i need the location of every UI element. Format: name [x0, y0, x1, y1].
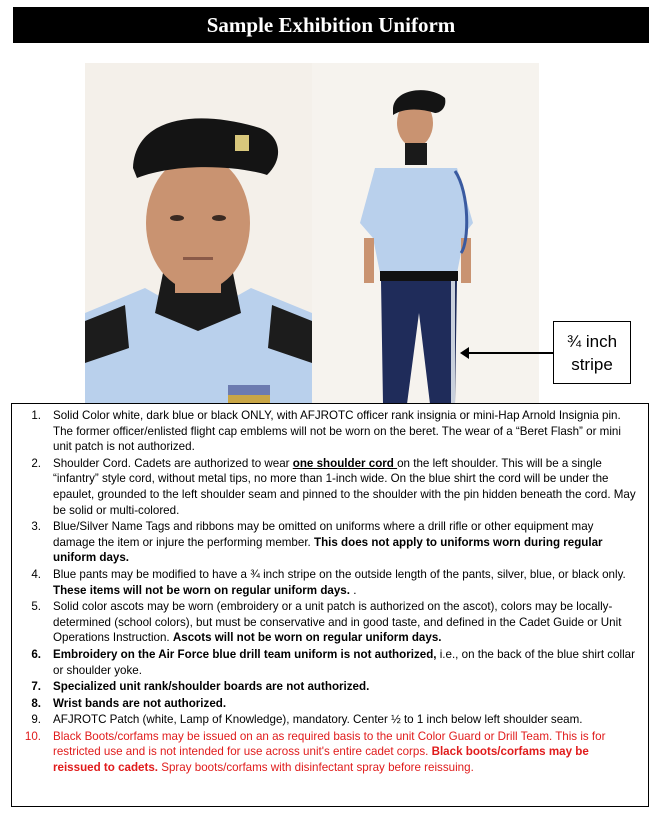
note-text: on the left shoulder. This will be a single “infantry” style cord, without metal tips, no more than 1-inch wide. On the blue shirt the cord will be under the epaulet, grounded to the left shoulder seam and pinned to the shoulder with the pin hidden beneath the cord. May be solid or multi-colored. — [53, 456, 636, 517]
note-text: AFJROTC Patch (white, Lamp of Knowledge), mandatory. Center ½ to 1 inch below left shoulder seam. — [53, 713, 583, 727]
note-item — [22, 408, 638, 455]
note-text: Black boots/corfams may be reissued to cadets. — [53, 745, 589, 775]
note-item — [22, 729, 638, 776]
note-item — [22, 456, 638, 518]
note-number: 7. — [31, 680, 41, 694]
note-number: 5. — [31, 600, 41, 614]
note-item — [22, 599, 638, 646]
note-number: 2. — [31, 456, 41, 470]
notes-list — [12, 404, 648, 776]
note-text: Ascots will not be worn on regular uniform days. — [172, 631, 442, 645]
note-text: Shoulder Cord. Cadets are authorized to wear — [53, 456, 293, 470]
note-text: one shoulder cord — [292, 456, 398, 470]
note-item — [22, 567, 638, 598]
note-text: These items will not be worn on regular uniform days. — [53, 583, 350, 597]
page-title: Sample Exhibition Uniform — [206, 12, 456, 37]
note-number: 1. — [31, 409, 41, 422]
note-text: Wrist bands are not authorized. — [53, 696, 227, 710]
note-item — [22, 696, 638, 712]
note-text: This does not apply to uniforms worn during regular uniform days. — [53, 535, 603, 565]
note-number: 4. — [31, 567, 41, 581]
note-number: 10. — [24, 729, 41, 743]
note-text: Blue/Silver Name Tags and ribbons may be omitted on uniforms where a drill rifle or other equipment may damage the item or injure the performing member. — [53, 520, 594, 549]
note-text: Solid Color white, dark blue or black ONLY, with AFJROTC officer rank insignia or mini-Hap Arnold Insignia pin. The former officer/enlisted flight cap emblems will not be worn on the beret. The wear of a “Beret Flash” or mini unit patch is not authorized. — [53, 409, 621, 454]
callout-line-2: stripe — [571, 354, 613, 374]
note-item — [22, 647, 638, 678]
stripe-callout — [553, 321, 631, 384]
note-text: Blue pants may be modified to have a ¾ inch stripe on the outside length of the pants, silver, blue, or black only. — [53, 567, 626, 581]
note-text: Solid color ascots may be worn (embroidery or a unit patch is authorized on the ascot), colors may be locally-determined (school colors), but must be conservative and in good taste, and defined in the Cadet Guide or Unit Operations Instruction. — [53, 600, 622, 645]
note-number: 6. — [31, 647, 41, 661]
note-text: . — [349, 583, 357, 597]
note-number: 9. — [31, 713, 41, 727]
arrow-head-icon — [460, 347, 469, 359]
note-text: i.e., on the back of the blue shirt collar or shoulder yoke. — [53, 647, 635, 677]
note-number: 8. — [31, 696, 41, 710]
note-item — [22, 712, 638, 728]
note-text: Embroidery on the Air Force blue drill team uniform is not authorized, — [53, 647, 437, 661]
note-text: Specialized unit rank/shoulder boards are not authorized. — [53, 680, 370, 694]
note-item — [22, 679, 638, 695]
callout-arrow — [466, 352, 554, 354]
note-text: Black Boots/corfams may be issued on an as required basis to the unit Color Guard or Drill Team. This is for restricted use and is not intended for use across unit's entire cadet corps. — [53, 729, 606, 759]
title-bar — [13, 7, 649, 43]
notes-box — [11, 403, 649, 807]
note-item — [22, 519, 638, 566]
callout-line-1: ¾ inch — [566, 331, 618, 351]
note-text: Spray boots/corfams with disinfectant spray before reissuing. — [158, 761, 474, 775]
note-number: 3. — [31, 520, 41, 534]
